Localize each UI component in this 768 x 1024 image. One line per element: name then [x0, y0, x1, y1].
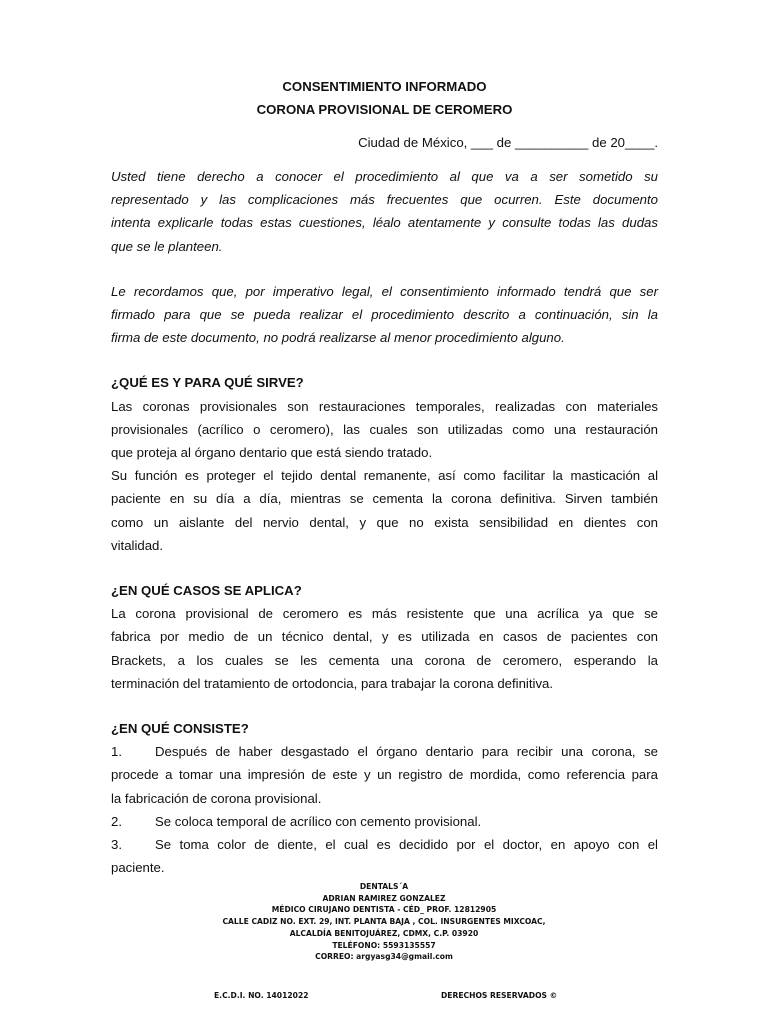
text-line: Las coronas provisionales son restauraciones temporales, realizadas con materiales: [111, 398, 658, 414]
document-body: [111, 75, 658, 879]
list-item-number: 2.: [111, 813, 122, 829]
ecdi-number: E.C.D.I. NO. 14012022: [214, 991, 309, 1000]
section-what-is-paragraph-1: [111, 395, 658, 465]
text-line: intenta explicarle todas estas cuestiones, léalo atentamente y consulte todas las dudas: [111, 215, 658, 231]
section-heading-cases: ¿EN QUÉ CASOS SE APLICA?: [111, 583, 302, 599]
list-item-first-line: [111, 740, 658, 763]
list-item: [111, 833, 658, 879]
section-heading-consists: ¿EN QUÉ CONSISTE?: [111, 721, 249, 737]
text-line: fabrica por medio de un técnico dental, y es utilizada en casos de pacientes con: [111, 629, 658, 645]
list-item-text: Se coloca temporal de acrílico con cemento provisional.: [155, 813, 482, 829]
address-line-2: ALCALDÍA BENITOJUÁREZ, CDMX, C.P. 03920: [289, 928, 479, 938]
text-line: que se le planteen.: [111, 238, 223, 254]
text-line: firmado para que se pueda realizar el procedimiento descrito a continuación, sin la: [111, 307, 658, 323]
list-item-number: 1.: [111, 744, 122, 760]
section-cases-paragraph: [111, 602, 658, 695]
clinic-name: DENTALS´A: [359, 882, 409, 891]
text-line: representado y las complicaciones más frecuentes que ocurren. Este documento: [111, 192, 658, 208]
text-line: Brackets, a los cuales se les cementa una corona de ceromero, esperando la: [111, 652, 658, 668]
text-line: firma de este documento, no podrá realizarse al menor procedimiento alguno.: [111, 330, 565, 346]
text-line: provisionales (acrílico o ceromero), las cuales son utilizadas como una restauración: [111, 421, 658, 437]
list-item-first-line: [111, 810, 658, 833]
text-line: paciente en su día a día, mientras se cementa la corona definitiva. Sirven también: [111, 491, 658, 507]
section-heading-what-is: ¿QUÉ ES Y PARA QUÉ SIRVE?: [111, 375, 304, 391]
date-line: Ciudad de México, ___ de __________ de 20____.: [358, 135, 658, 150]
intro-paragraph-2: [111, 280, 658, 350]
dentist-name: ADRIAN RAMIREZ GONZALEZ: [322, 893, 446, 903]
text-line: como un aislante del nervio dental, y que no exista sensibilidad en dientes con: [111, 514, 658, 530]
text-line: vitalidad.: [111, 537, 164, 553]
text-line: Su función es proteger el tejido dental remanente, así como facilitar la masticación al: [111, 468, 658, 484]
list-item-first-line: [111, 833, 658, 856]
text-line: La corona provisional de ceromero es más resistente que una acrílica ya que se: [111, 606, 658, 622]
email-address: CORREO: argyasg34@gmail.com: [315, 952, 453, 962]
text-line: Le recordamos que, por imperativo legal, el consentimiento informado tendrá que ser: [111, 283, 658, 299]
text-line: paciente.: [111, 860, 165, 876]
rights-notice: DERECHOS RESERVADOS ©: [441, 991, 558, 1000]
address-line-1: CALLE CADIZ NO. EXT. 29, INT. PLANTA BAJA , COL. INSURGENTES MIXCOAC,: [222, 917, 546, 927]
list-item: [111, 810, 658, 833]
list-item-text: Se toma color de diente, el cual es decidido por el doctor, en apoyo con el: [155, 837, 658, 853]
section-what-is-paragraph-2: [111, 464, 658, 557]
professional-license: MÉDICO CIRUJANO DENTISTA - CÉD_ PROF. 12812905: [271, 905, 497, 915]
procedure-list: [111, 740, 658, 879]
list-item-number: 3.: [111, 837, 122, 853]
phone-number: TELÉFONO: 5593135557: [332, 940, 436, 950]
list-item: [111, 740, 658, 810]
text-line: terminación del tratamiento de ortodoncia, para trabajar la corona definitiva.: [111, 675, 554, 691]
text-line: la fabricación de corona provisional.: [111, 790, 322, 806]
letterhead-footer: [0, 881, 768, 963]
document-subtitle: CORONA PROVISIONAL DE CEROMERO: [256, 102, 513, 117]
intro-paragraph-1: [111, 165, 658, 258]
text-line: procede a tomar una impresión de este y un registro de mordida, como referencia para: [111, 767, 658, 783]
text-line: que proteja al órgano dentario que está siendo tratado.: [111, 445, 433, 461]
document-title: CONSENTIMIENTO INFORMADO: [282, 79, 487, 94]
list-item-text: Después de haber desgastado el órgano dentario para recibir una corona, se: [155, 744, 658, 760]
text-line: Usted tiene derecho a conocer el procedimiento al que va a ser sometido su: [111, 169, 658, 184]
